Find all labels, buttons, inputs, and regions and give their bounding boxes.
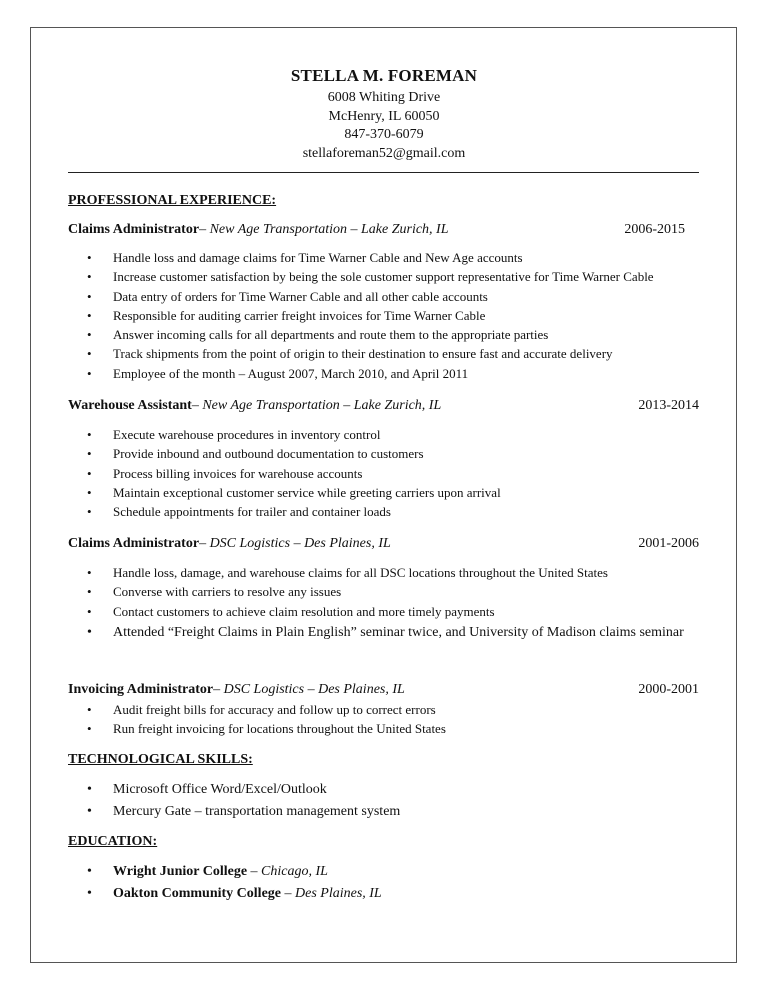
job-title: Claims Administrator [68, 222, 200, 237]
job-dates: 2000-2001 [638, 682, 699, 697]
job-title: Invoicing Administrator [68, 682, 214, 697]
school-location: – Des Plaines, IL [281, 886, 382, 901]
job-company: – New Age Transportation – Lake Zurich, IL [199, 222, 449, 237]
section-experience-heading: PROFESSIONAL EXPERIENCE: [68, 193, 277, 208]
candidate-name: STELLA M. FOREMAN [290, 66, 478, 85]
list-item: • Microsoft Office Word/Excel/Outlook [87, 779, 699, 801]
job-bullets [87, 425, 699, 521]
list-item: • Handle loss, damage, and warehouse claims for all DSC locations throughout the United States [87, 563, 699, 582]
list-item [87, 883, 699, 905]
list-item [87, 861, 699, 883]
job-dates: 2001-2006 [638, 536, 699, 551]
list-item: • Process billing invoices for warehouse accounts [87, 464, 699, 483]
address-line: 6008 Whiting Drive [327, 90, 441, 105]
job-dates: 2013-2014 [638, 398, 699, 413]
job-title: Claims Administrator [68, 536, 200, 551]
list-item: • Schedule appointments for trailer and container loads [87, 502, 699, 521]
list-item: • Answer incoming calls for all departments and route them to the appropriate parties [87, 325, 699, 344]
section-skills-heading: TECHNOLOGICAL SKILLS: [68, 752, 253, 767]
section-education-heading: EDUCATION: [68, 834, 158, 849]
list-item: • Maintain exceptional customer service while greeting carriers upon arrival [87, 483, 699, 502]
job-header [68, 536, 699, 552]
list-item: • Run freight invoicing for locations throughout the United States [87, 719, 699, 738]
school-name: Oakton Community College [113, 886, 281, 901]
education-list [87, 861, 699, 905]
list-item: • Data entry of orders for Time Warner Cable and all other cable accounts [87, 287, 699, 306]
list-item: • Handle loss and damage claims for Time Warner Cable and New Age accounts [87, 248, 699, 267]
job-bullets [87, 563, 699, 663]
list-item: • Contact customers to achieve claim resolution and more timely payments [87, 602, 699, 621]
skills-list [87, 779, 699, 823]
school-name: Wright Junior College [113, 864, 248, 879]
school-location: – Chicago, IL [247, 864, 328, 879]
list-item: • Responsible for auditing carrier freight invoices for Time Warner Cable [87, 306, 699, 325]
list-item: • Attended “Freight Claims in Plain English” seminar twice, and University of Madison claims seminar [87, 623, 699, 663]
list-item: • Converse with carriers to resolve any issues [87, 582, 699, 601]
job-bullets [87, 700, 699, 739]
list-item: • Employee of the month – August 2007, March 2010, and April 2011 [87, 364, 699, 383]
list-item: • Mercury Gate – transportation management system [87, 801, 699, 823]
job-company: – DSC Logistics – Des Plaines, IL [199, 536, 391, 551]
city-line: McHenry, IL 60050 [328, 109, 440, 124]
job-bullets [87, 248, 699, 383]
job-title: Warehouse Assistant [68, 398, 192, 413]
job-header [68, 682, 699, 698]
job-dates: 2006-2015 [624, 222, 685, 237]
header-divider [68, 172, 699, 173]
list-item: • Increase customer satisfaction by being the sole customer support representative for Time Warner Cable [87, 267, 699, 286]
email-line: stellaforeman52@gmail.com [302, 146, 466, 161]
phone-line: 847-370-6079 [344, 127, 424, 142]
job-header [68, 398, 699, 414]
list-item: • Track shipments from the point of origin to their destination to ensure fast and accurate delivery [87, 344, 699, 363]
job-company: – DSC Logistics – Des Plaines, IL [213, 682, 405, 697]
list-item: • Provide inbound and outbound documentation to customers [87, 444, 699, 463]
list-item: • Audit freight bills for accuracy and follow up to correct errors [87, 700, 699, 719]
job-header [68, 222, 699, 238]
job-company: – New Age Transportation – Lake Zurich, IL [191, 398, 442, 413]
list-item: • Execute warehouse procedures in inventory control [87, 425, 699, 444]
